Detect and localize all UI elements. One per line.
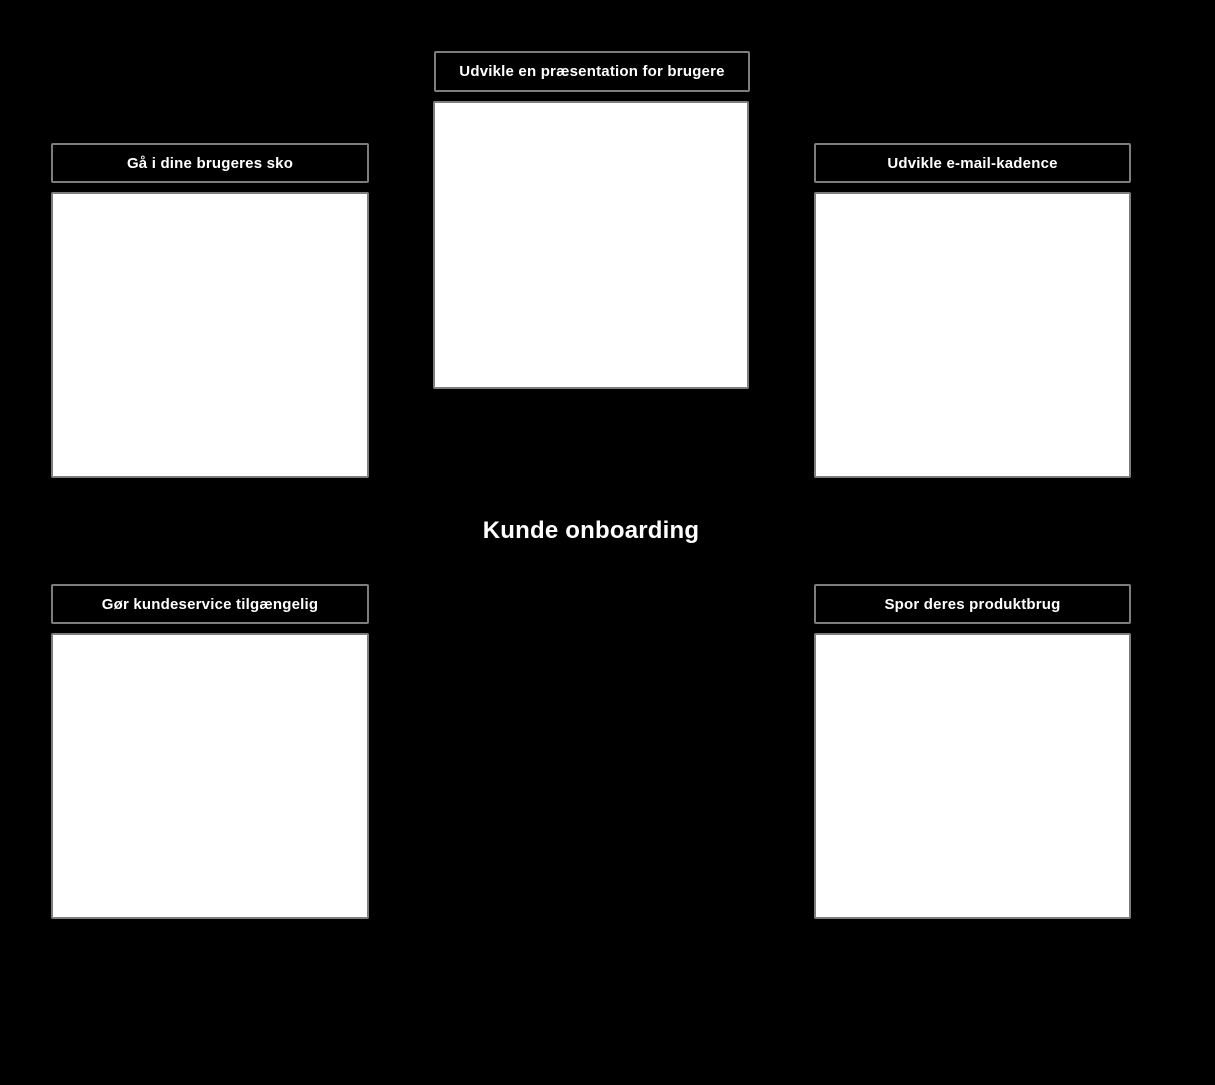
diagram-center-topic[interactable] [391,514,791,548]
cell-title-label: Gå i dine brugeres sko [126,154,294,172]
cell-title-label: Udvikle e-mail-kadence [887,154,1058,172]
cell-canvas-bottom-left[interactable] [51,633,369,919]
cell-canvas-bottom-right[interactable] [814,633,1131,919]
cell-canvas-top-right[interactable] [814,192,1131,478]
cell-canvas-top-center[interactable] [433,101,749,389]
cell-title-label: Udvikle en præsentation for brugere [459,63,725,80]
cell-title-top-left[interactable] [51,143,369,183]
cell-title-bottom-right[interactable] [814,584,1131,624]
diagram-center-topic-label: Kunde onboarding [482,517,700,544]
cell-title-top-center[interactable] [434,51,750,92]
cell-title-label: Gør kundeservice tilgængelig [101,595,319,613]
cell-title-top-right[interactable] [814,143,1131,183]
cell-canvas-top-left[interactable] [51,192,369,478]
cell-title-bottom-left[interactable] [51,584,369,624]
cell-title-label: Spor deres produktbrug [884,595,1061,613]
